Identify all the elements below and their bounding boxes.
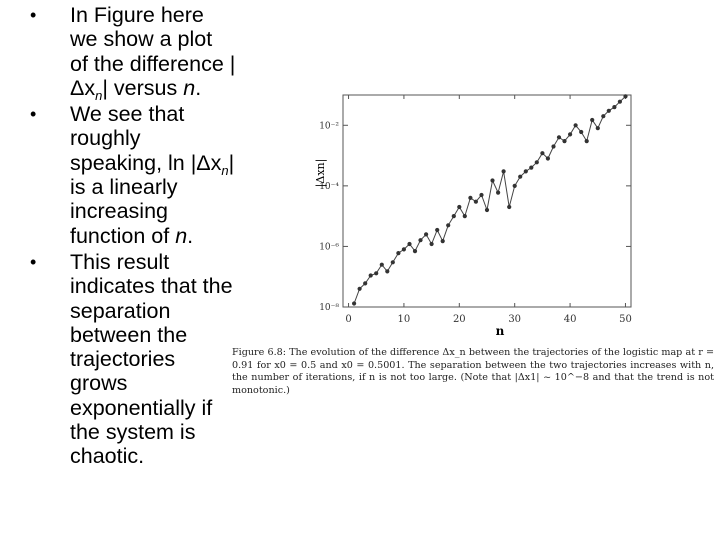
data-point (424, 232, 428, 236)
bullet-2-var: n (175, 223, 188, 248)
bullet-3-text: This result indicates that the separation between the trajectories grows exponentially if the system is chaotic. (70, 249, 233, 469)
data-point (579, 130, 583, 134)
series-line-group (354, 96, 625, 303)
data-point (596, 126, 600, 130)
bullet-1-text-post: . (195, 75, 202, 100)
data-point (601, 114, 605, 118)
data-point (540, 151, 544, 155)
data-point (413, 249, 417, 253)
data-point (490, 178, 494, 182)
data-point (479, 193, 483, 197)
data-point (546, 156, 550, 160)
x-tick-label: 0 (345, 314, 352, 325)
bullet-1-text-mid: | versus (102, 75, 184, 100)
y-tick-labels (319, 121, 339, 313)
data-point (452, 214, 456, 218)
data-point (374, 271, 378, 275)
data-point (468, 196, 472, 200)
data-point (607, 109, 611, 113)
data-point (369, 273, 373, 277)
log-plot (300, 85, 645, 340)
series-points-group (352, 94, 628, 305)
bullet-2-text-post: . (187, 223, 194, 248)
bullet-item-3 (26, 250, 236, 469)
y-tick-label: 10⁻² (319, 121, 339, 132)
bullet-icon: • (30, 104, 37, 125)
data-point (623, 94, 627, 98)
x-tick-label: 40 (563, 314, 577, 325)
bullet-1-var: n (183, 75, 196, 100)
data-point (518, 175, 522, 179)
data-point (535, 160, 539, 164)
data-point (496, 191, 500, 195)
data-point (391, 260, 395, 264)
data-point (441, 239, 445, 243)
axis-ticks (343, 95, 631, 307)
bullet-2-subscript: n (221, 162, 229, 178)
x-tick-label: 30 (508, 314, 522, 325)
y-axis-label: |Δxn| (314, 158, 327, 188)
plot-frame (343, 95, 631, 307)
data-point (474, 200, 478, 204)
bullet-item-1 (26, 3, 236, 103)
bullet-icon: • (30, 251, 37, 272)
plot-frame-group (343, 95, 631, 307)
data-point (396, 251, 400, 255)
data-point (557, 135, 561, 139)
data-point (585, 139, 589, 143)
x-tick-label: 20 (452, 314, 466, 325)
data-point (524, 169, 528, 173)
data-point (435, 228, 439, 232)
data-point (457, 205, 461, 209)
data-point (363, 281, 367, 285)
data-point (551, 144, 555, 148)
bullet-1-subscript: n (95, 87, 103, 103)
data-point (380, 263, 384, 267)
data-point (463, 214, 467, 218)
data-point (430, 242, 434, 246)
bullet-item-2 (26, 102, 236, 248)
data-point (418, 238, 422, 242)
data-point (446, 223, 450, 227)
x-axis-label: n (495, 324, 505, 338)
data-point (352, 301, 356, 305)
bullet-list (26, 0, 236, 469)
bullet-2-text-pre: We see that roughly speaking, ln |Δx (70, 102, 222, 175)
data-point (402, 247, 406, 251)
y-tick-label: 10⁻⁴ (319, 181, 339, 192)
data-point (513, 184, 517, 188)
data-point (507, 205, 511, 209)
y-tick-label: 10⁻⁸ (319, 303, 339, 313)
data-point (574, 123, 578, 127)
bullet-1-text-pre: In Figure here we show a plot of the difference |Δx (70, 3, 236, 100)
data-point (407, 242, 411, 246)
series-line (354, 96, 625, 303)
data-point (612, 105, 616, 109)
data-point (568, 132, 572, 136)
x-tick-labels (345, 314, 631, 325)
data-point (529, 166, 533, 170)
data-point (385, 269, 389, 273)
data-point (562, 139, 566, 143)
data-point (502, 169, 506, 173)
data-point (358, 287, 362, 291)
bullet-2-text-mid: | is a linearly increasing function of (70, 150, 235, 248)
data-point (485, 208, 489, 212)
data-point (618, 100, 622, 104)
bullet-icon: • (30, 5, 37, 25)
x-tick-label: 10 (397, 314, 411, 325)
figure-caption: Figure 6.8: The evolution of the difference Δx_n between the trajectories of the logistic map at r = 0.91 for x0 = 0.5 and x0 = 0.5001. The separation between the two trajectories increases with n, the number of iterations, if n is not too large. (Note that |Δx1| ~ 10^−8 and that the trend is not monotonic.) (232, 347, 714, 396)
data-point (590, 118, 594, 122)
x-tick-label: 50 (619, 314, 632, 325)
y-tick-label: 10⁻⁶ (319, 242, 339, 253)
